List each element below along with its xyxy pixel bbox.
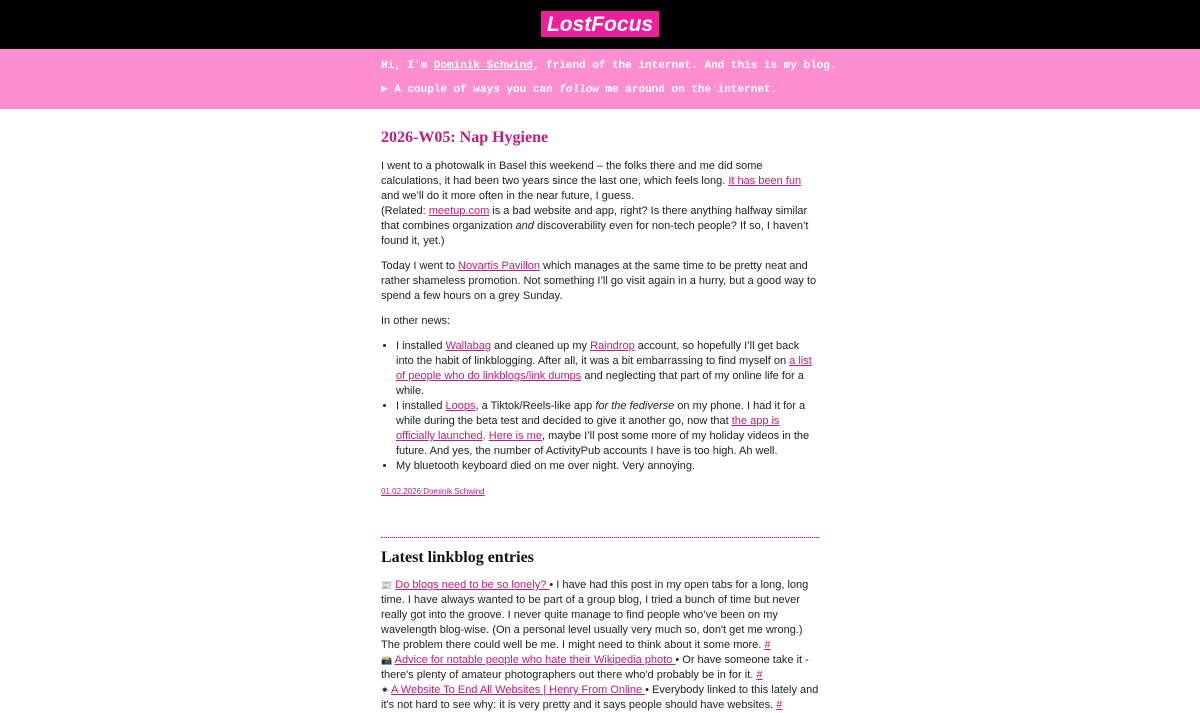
linkblog-title: Latest linkblog entries — [381, 549, 534, 566]
follow-text-pre: A couple of ways you can — [394, 84, 560, 96]
list-item: • I installed Loops, a Tiktok/Reels-like app for the fediverse on my phone. I had it for a while during the beta test and decided to give it another go, now that the app is officially launched. Here is me, maybe I’ll post some more of my holiday videos in the future. And yes, the number of ActivityPub accounts I have is too high. Ah well. — [396, 399, 819, 459]
link-here-is-me[interactable]: Here is me — [488, 430, 542, 442]
permalink[interactable]: 01.02.2026 Dominik Schwind — [381, 487, 485, 496]
link-linkblog-list[interactable]: a list of people who do linkblogs/link dumps — [396, 355, 812, 382]
follow-disclosure[interactable] — [381, 84, 777, 96]
list-item: • I installed Wallabag and cleaned up my Raindrop account, so hopefully I’ll get back into the habit of linkblogging. After all, it was a bit embarrassing to find myself on a list of people who do linkblogs/link dumps and neglecting that part of my online life for a while. — [396, 339, 819, 399]
section-divider — [381, 537, 819, 538]
site-header — [0, 0, 1200, 49]
linkblog-link[interactable]: Advice for notable people who hate their Wikipedia photo — [394, 654, 676, 666]
disclosure-arrow-icon[interactable]: ► — [381, 84, 388, 96]
news-list — [381, 339, 819, 474]
link-raindrop[interactable]: Raindrop — [590, 340, 635, 352]
linkblog-entry: 📸 Advice for notable people who hate their Wikipedia photo • Or have someone take it - there's plenty of amateur photographers out there who'd probably be in for it. # — [381, 654, 809, 681]
follow-text-em: follow — [559, 84, 599, 96]
link-novartis-pavillon[interactable]: Novartis Pavillon — [458, 260, 540, 272]
linkblog-entry: ✷ A Website To End All Websites | Henry From Online • Everybody linked to this lately and it's not hard to see why: it is very pretty and it says people should have websites. # — [381, 684, 819, 711]
list-item: • My bluetooth keyboard died on me over night. Very annoying. — [396, 459, 819, 474]
linkblog-link[interactable]: A Website To End All Websites | Henry From Online — [391, 684, 646, 696]
link-wallabag[interactable]: Wallabag — [445, 340, 491, 352]
camera-icon: 📸 — [381, 655, 393, 665]
entry-permalink[interactable]: # — [756, 669, 763, 681]
intro-suffix: , friend of the internet. And this is my blog. — [532, 60, 837, 72]
post-paragraph-3: In other news: — [381, 315, 451, 327]
sparkle-icon: ✷ — [381, 685, 389, 695]
link-loops[interactable]: Loops — [445, 400, 476, 412]
entry-permalink[interactable]: # — [776, 699, 783, 711]
follow-text-post: me around on the internet. — [598, 84, 778, 96]
post-paragraph-1: I went to a photowalk in Basel this weekend – the folks there and me did some calculations, it had been two years since the last one, which feels long. It has been fun and we’ll do it more often in the near future, I guess. (Related: meetup.com is a bad website and app, right? Is there anything halfway similar that combines organization and discoverability even for non-tech people? If so, I haven’t found it, yet.) — [381, 160, 809, 247]
author-link[interactable]: Dominik Schwind — [433, 60, 533, 72]
intro-prefix: Hi, I'm — [381, 60, 434, 72]
intro-line — [381, 60, 837, 72]
intro-banner — [0, 49, 1200, 109]
site-logo-link[interactable]: LostFocus — [541, 11, 659, 37]
link-it-has-been-fun[interactable]: It has been fun — [728, 175, 802, 187]
link-meetup[interactable]: meetup.com — [428, 205, 490, 217]
post-paragraph-2: Today I went to Novartis Pavillon which manages at the same time to be pretty neat and rather shameless promotion. Not something I’ll go visit again in a hurry, but a good way to spend a few hours on a grey Sunday. — [381, 260, 817, 302]
linkblog-link[interactable]: Do blogs need to be so lonely? — [395, 579, 550, 591]
post-byline — [381, 484, 819, 499]
newspaper-icon: 📰 — [381, 580, 393, 590]
main-content — [381, 109, 819, 713]
link-app-launched[interactable]: the app is officially launched — [396, 415, 780, 442]
entry-permalink[interactable]: # — [764, 639, 771, 651]
linkblog-entry: 📰 Do blogs need to be so lonely? • I have had this post in my open tabs for a long, long time. I have always wanted to be part of a group blog, I tried a bunch of time but never really got into the groove. I never quite manage to find people who’ve been on my wavelength blog-wise. (On a personal level usually very much so, don't get me wrong.) The problem there could well be me. I might need to think about it some more. # — [381, 579, 809, 651]
post-title[interactable]: 2026-W05: Nap Hygiene — [381, 129, 549, 146]
